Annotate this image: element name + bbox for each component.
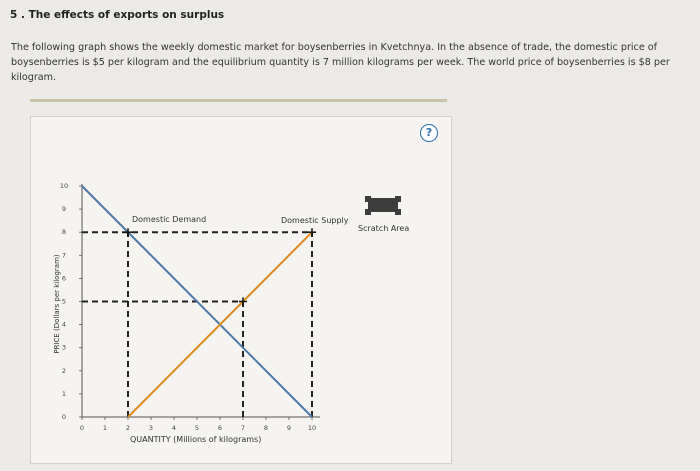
reference-lines: [82, 232, 312, 417]
y-tick-label: 7: [61, 251, 67, 260]
y-tick-label: 9: [61, 205, 67, 214]
y-tick-label: 8: [61, 228, 67, 237]
y-tick-label: 3: [61, 343, 67, 352]
x-tick-label: 3: [148, 424, 154, 432]
y-tick-label: 1: [61, 389, 67, 398]
x-tick-label: 1: [102, 424, 108, 432]
y-tick-label: 2: [61, 366, 67, 375]
scratch-area-label[interactable]: Scratch Area: [358, 224, 410, 233]
x-tick-label: 2: [125, 424, 131, 432]
y-tick-label: 0: [61, 413, 67, 421]
y-tick-label: 4: [61, 320, 67, 329]
demand-label: Domestic Demand: [132, 215, 207, 224]
markers: [124, 228, 316, 305]
supply-label: Domestic Supply: [281, 216, 349, 225]
x-tick-label: 10: [307, 424, 317, 432]
help-button[interactable]: ?: [420, 124, 438, 142]
x-axis-title: QUANTITY (Millions of kilograms): [130, 435, 262, 444]
x-tick-label: 4: [171, 424, 177, 432]
question-title: 5 . The effects of exports on surplus: [10, 9, 225, 21]
x-tick-label: 9: [286, 424, 292, 432]
y-tick-label: 10: [59, 182, 69, 190]
x-tick-label: 6: [217, 424, 223, 432]
x-tick-label: 7: [240, 424, 246, 432]
x-tick-label: 8: [263, 424, 269, 432]
x-tick-label: 0: [79, 424, 85, 432]
y-tick-label: 6: [61, 274, 67, 283]
scratch-area-tool-icon[interactable]: [365, 196, 401, 215]
x-tick-label: 5: [194, 424, 200, 432]
y-tick-label: 5: [61, 297, 67, 306]
question-text: The following graph shows the weekly domestic market for boysenberries in Kvetchnya. In the absence of trade, the domestic price of boysenberries is $5 per kilogram and the equilibrium quantity is 7 million kilograms per week. The world price of boysenberries is $8 per kilogram.: [11, 42, 670, 83]
y-axis-title: PRICE (Dollars per kilogram): [53, 254, 61, 354]
